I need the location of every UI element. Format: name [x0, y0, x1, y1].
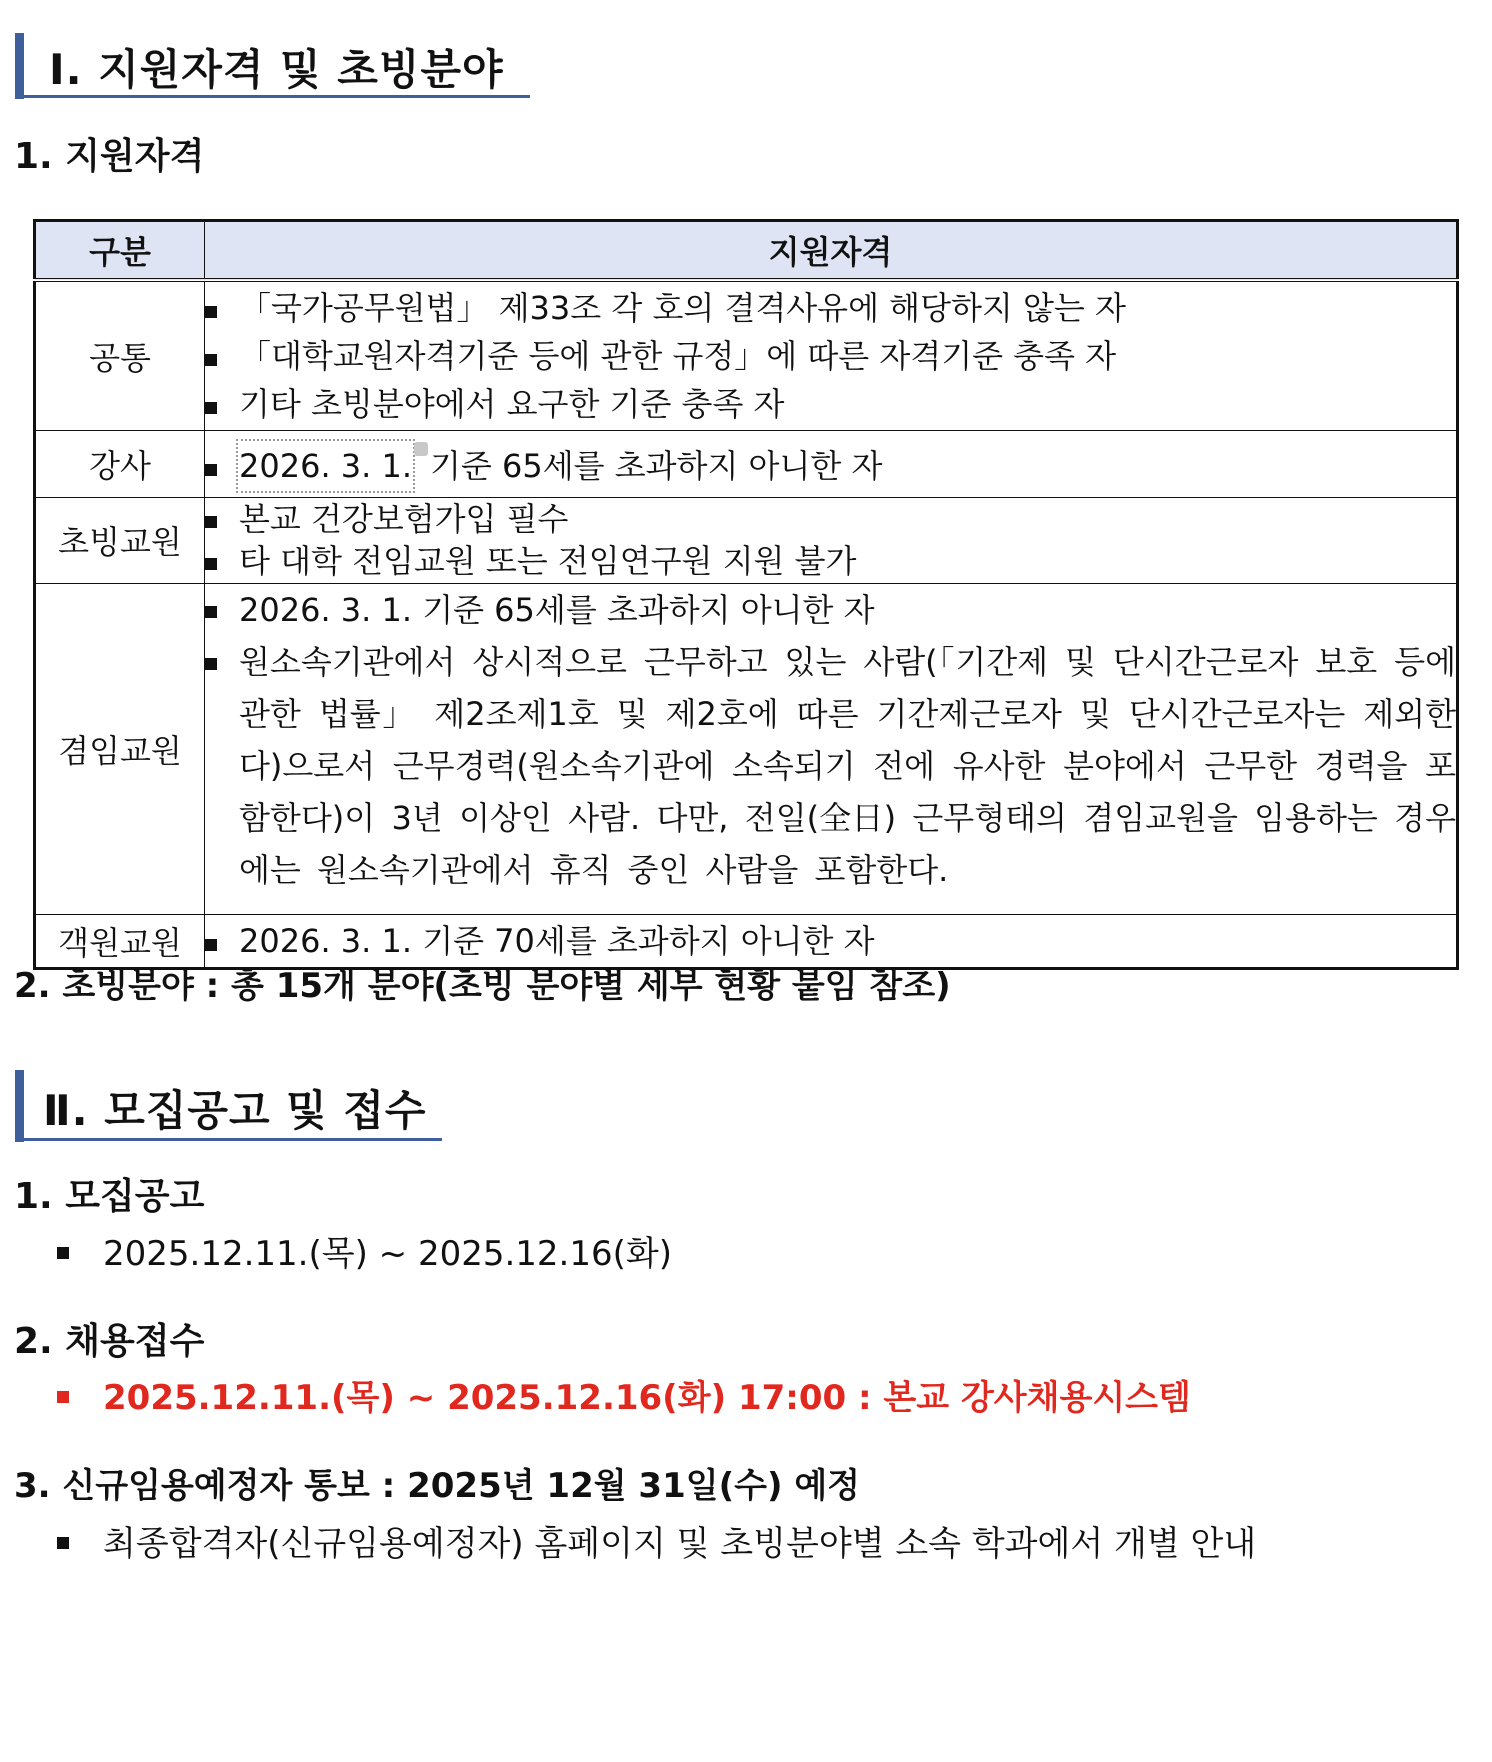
row-category-adjunct: 겸임교원 [35, 583, 205, 914]
notification-detail: 최종합격자(신규임용예정자) 홈페이지 및 초빙분야별 소속 학과에서 개별 안내 [57, 1516, 1256, 1565]
qualification-table [33, 219, 1459, 970]
list-item: 기타 초빙분야에서 요구한 기준 충족 자 [205, 380, 1456, 428]
row-category-visiting: 객원교원 [35, 914, 205, 968]
square-bullet-icon [205, 606, 217, 618]
table-header-qualification: 지원자격 [205, 221, 1458, 281]
square-bullet-icon [205, 306, 217, 318]
square-bullet-icon [57, 1247, 69, 1259]
row-content-common [205, 280, 1458, 430]
subheading-eligibility: 1. 지원자격 [14, 136, 205, 177]
comment-marker-icon[interactable] [414, 442, 428, 456]
square-bullet-icon [205, 354, 217, 366]
section2-underline [15, 1138, 442, 1141]
section2-heading [15, 1070, 442, 1142]
row-category-common: 공통 [35, 280, 205, 430]
row-content-invited [205, 497, 1458, 583]
list-item: 「대학교원자격기준 등에 관한 규정」에 따른 자격기준 충족 자 [205, 332, 1456, 380]
square-bullet-icon [57, 1537, 69, 1549]
square-bullet-icon [57, 1391, 69, 1403]
section1-underline [15, 95, 530, 98]
application-period: 2025.12.11.(목) ~ 2025.12.16(화) 17:00 : 본교 강사채용시스템 [57, 1370, 1191, 1419]
row-content-adjunct [205, 583, 1458, 914]
subheading-fields: 2. 초빙분야 : 총 15개 분야(초빙 분야별 세부 현황 붙임 참조) [14, 966, 951, 1006]
table-row [35, 280, 1458, 430]
list-item: 2026. 3. 1. 기준 65세를 초과하지 아니한 자 [205, 442, 1456, 490]
table-row [35, 430, 1458, 497]
subheading-announcement: 1. 모집공고 [14, 1176, 205, 1217]
subheading-notification: 3. 신규임용예정자 통보 : 2025년 12월 31일(수) 예정 [14, 1466, 861, 1506]
table-header-row [35, 221, 1458, 281]
square-bullet-icon [205, 402, 217, 414]
table-row [35, 583, 1458, 914]
section1-accent-bar [15, 33, 24, 99]
square-bullet-icon [205, 658, 217, 670]
square-bullet-icon [205, 464, 217, 476]
row-content-lecturer [205, 430, 1458, 497]
square-bullet-icon [205, 516, 217, 528]
list-item: 2026. 3. 1. 기준 65세를 초과하지 아니한 자 [205, 584, 1456, 636]
list-item: 「국가공무원법」 제33조 각 호의 결격사유에 해당하지 않는 자 [205, 284, 1456, 332]
section1-heading [15, 33, 530, 99]
announcement-period: 2025.12.11.(목) ~ 2025.12.16(화) [57, 1226, 672, 1275]
table-header-category: 구분 [35, 221, 205, 281]
subheading-application: 2. 채용접수 [14, 1321, 205, 1362]
table-row [35, 497, 1458, 583]
list-item: 타 대학 전임교원 또는 전임연구원 지원 불가 [205, 540, 1456, 582]
section2-title: Ⅱ. 모집공고 및 접수 [43, 1086, 427, 1135]
section2-accent-bar [15, 1070, 24, 1142]
list-item: 2026. 3. 1. 기준 70세를 초과하지 아니한 자 [205, 917, 1456, 965]
list-item: 원소속기관에서 상시적으로 근무하고 있는 사람(「기간제 및 단시간근로자 보호 등에 관한 법률」 제2조제1호 및 제2호에 따른 기간제근로자 및 단시간근로자는 제외한다)으로서 근무경력(원소속기관에 소속되기 전에 유사한 분야에서 근무한 경력을 포함한다)이 3년 이상인 사람. 다만, 전일(全日) 근무형태의 겸임교원을 임용하는 경우에는 원소속기관에서 휴직 중인 사람을 포함한다. [205, 636, 1456, 896]
section1-title: Ⅰ. 지원자격 및 초빙분야 [49, 45, 504, 94]
square-bullet-icon [205, 558, 217, 570]
square-bullet-icon [205, 939, 217, 951]
row-category-invited: 초빙교원 [35, 497, 205, 583]
list-item: 본교 건강보험가입 필수 [205, 498, 1456, 540]
highlighted-date: 2026. 3. 1. [239, 442, 412, 490]
row-category-lecturer: 강사 [35, 430, 205, 497]
